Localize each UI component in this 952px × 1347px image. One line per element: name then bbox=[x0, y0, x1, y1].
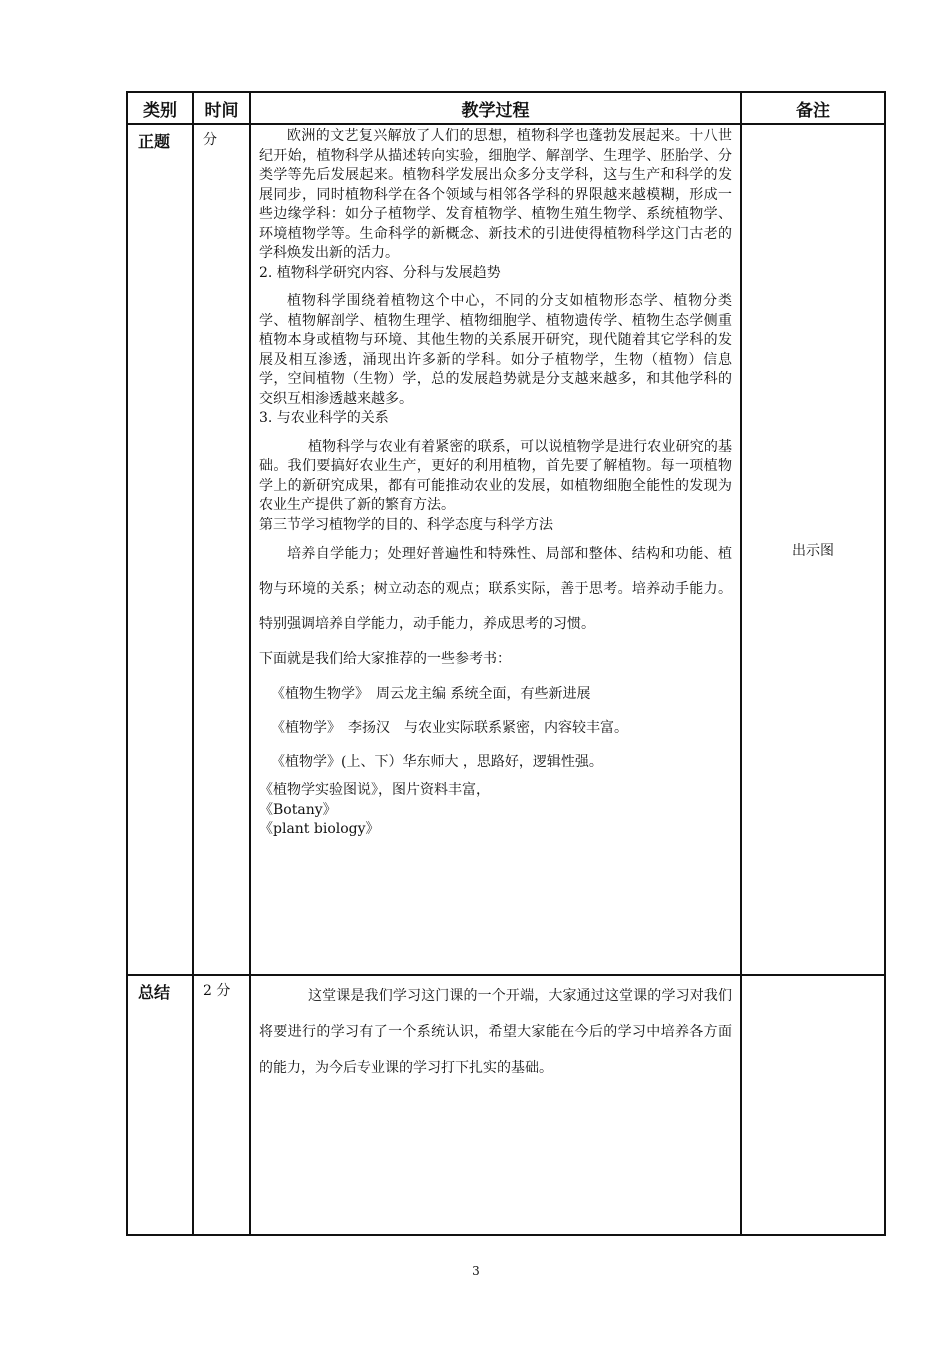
summary-row bbox=[127, 975, 885, 1235]
main-category: 正题 bbox=[127, 124, 193, 975]
summary-text: 这堂课是我们学习这门课的一个开端，大家通过这堂课的学习对我们将要进行的学习有了一个系统认识，希望大家能在今后的学习中培养各方面的能力，为今后专业课的学习打下扎实的基础。 bbox=[259, 988, 732, 1076]
paragraph-research-content: 植物科学围绕着植物这个中心，不同的分支如植物形态学、植物分类学、植物解剖学、植物生理学、植物细胞学、植物遗传学、植物生态学侧重植物本身或植物与环境、其他生物的关系展开研究，现代随着其它学科的发展及相互渗透，涌现出许多新的学科。如分子植物学，生物（植物）信息学，空间植物（生物）学，总的发展趋势就是分支越来越多，和其他学科的交织互相渗透越来越多。 bbox=[259, 293, 732, 407]
reference-book-3: 《植物学》(上、下）华东师大 ，思路好，逻辑性强。 bbox=[271, 754, 603, 770]
main-note: 出示图 bbox=[741, 124, 885, 975]
lesson-plan-table bbox=[126, 91, 886, 1236]
paragraph-history: 欧洲的文艺复兴解放了人们的思想，植物科学也蓬勃发展起来。十八世纪开始，植物科学从描述转向实验，细胞学、解剖学、生理学、胚胎学、分类学等先后发展起来。植物科学发展出众多分支学科，这与生产和科学的发展同步，同时植物科学在各个领域与相邻各学科的界限越来越模糊，形成一些边缘学科：如分子植物学、发育植物学、植物生殖生物学、系统植物学、环境植物学等。生命科学的新概念、新技术的引进使得植物科学这门古老的学科焕发出新的活力。 bbox=[259, 128, 732, 261]
section-heading-3: 3. 与农业科学的关系 bbox=[259, 410, 389, 426]
main-time: 分 bbox=[193, 124, 250, 975]
paragraph-agriculture: 植物科学与农业有着紧密的联系，可以说植物学是进行农业研究的基础。我们要搞好农业生产，更好的利用植物，首先要了解植物。每一项植物学上的新研究成果，都有可能推动农业的发展，如植物细胞全能性的发现为农业生产提供了新的繁育方法。 bbox=[259, 438, 732, 513]
reference-book-4: 《植物学实验图说》，图片资料丰富， bbox=[259, 782, 490, 798]
page-number: 3 bbox=[472, 1264, 480, 1278]
header-teaching-process: 教学过程 bbox=[250, 92, 741, 124]
reference-book-5: 《Botany》 bbox=[259, 801, 337, 818]
section-heading-third: 第三节学习植物学的目的、科学态度与科学方法 bbox=[259, 516, 553, 533]
summary-category: 总结 bbox=[127, 975, 193, 1235]
header-time: 时间 bbox=[193, 92, 250, 124]
summary-note bbox=[741, 975, 885, 1235]
reference-book-1: 《植物生物学》 周云龙主编 系统全面，有些新进展 bbox=[271, 686, 591, 702]
main-row bbox=[127, 124, 885, 975]
summary-time: 2 分 bbox=[193, 975, 250, 1235]
reference-book-2: 《植物学》 李扬汉 与农业实际联系紧密，内容较丰富。 bbox=[271, 720, 628, 736]
header-category: 类别 bbox=[127, 92, 193, 124]
summary-content bbox=[250, 975, 741, 1235]
reference-book-6: 《plant biology》 bbox=[259, 821, 380, 837]
paragraph-abilities: 培养自学能力；处理好普遍性和特殊性、局部和整体、结构和功能、植物与环境的关系；树立动态的观点；联系实际，善于思考。培养动手能力。特别强调培养自学能力，动手能力，养成思考的习惯。 bbox=[259, 546, 732, 632]
header-row bbox=[127, 92, 885, 124]
header-remarks: 备注 bbox=[741, 92, 885, 124]
references-intro: 下面就是我们给大家推荐的一些参考书： bbox=[259, 651, 511, 667]
section-heading-2: 2. 植物科学研究内容、分科与发展趋势 bbox=[259, 264, 501, 281]
main-content bbox=[250, 124, 741, 975]
